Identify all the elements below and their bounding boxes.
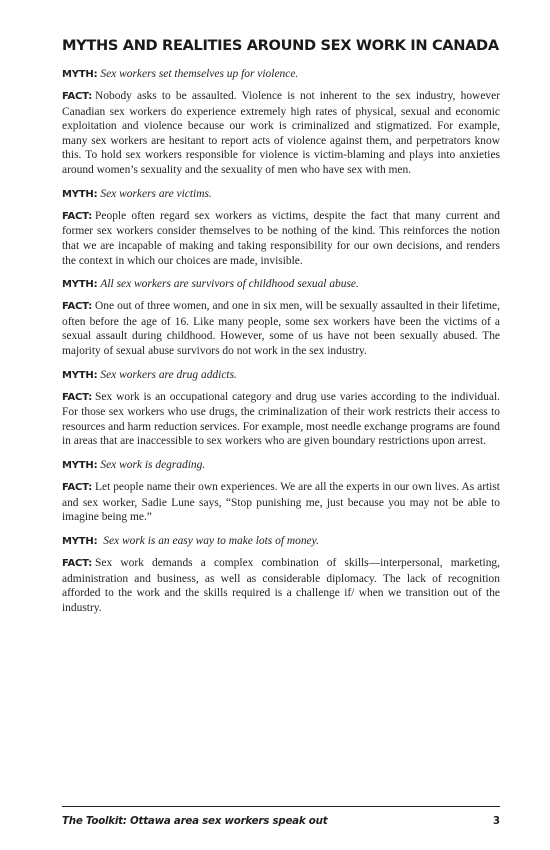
myth-text: Sex work is an easy way to make lots of money. [103, 534, 319, 547]
myth-statement [62, 534, 500, 550]
document-page [62, 36, 500, 624]
myth-text: Sex workers are drug addicts. [100, 368, 237, 381]
fact-text: Nobody asks to be assaulted. Violence is not inherent to the sex industry, however Canadian sex workers do experience extremely high rates of physical, sexual and economic exploitation and violence because our work is criminalized and stigmatized. For example, many sex workers are hesitant to report acts of violence against them, and perpetrators know this. To hold sex workers responsible for violence is victim-blaming and plays into anxieties around women’s sexuality and the sexuality of men who have sex with men. [62, 90, 500, 177]
fact-label: FACT: [62, 91, 93, 103]
myth-fact-entry [62, 458, 500, 525]
myth-statement [62, 277, 500, 293]
myth-label: MYTH: [62, 188, 98, 200]
fact-text: One out of three women, and one in six men, will be sexually assaulted in their lifetime, often before the age of 16. Like many people, some sex workers have been the victims of a sexual assault during childhood. However, some of us have not been sexually abused. The majority of sexual abuse survivors do not work in the sex industry. [62, 300, 500, 357]
myth-label: MYTH: [62, 535, 98, 547]
myth-fact-entry [62, 187, 500, 268]
myth-label: MYTH: [62, 460, 98, 472]
fact-statement [62, 89, 500, 178]
myth-text: All sex workers are survivors of childhood sexual abuse. [100, 278, 359, 291]
myth-fact-entry [62, 534, 500, 615]
footer-divider [62, 806, 500, 807]
fact-statement [62, 299, 500, 358]
fact-label: FACT: [62, 391, 93, 403]
myth-fact-entry [62, 277, 500, 358]
myth-label: MYTH: [62, 369, 98, 381]
fact-statement [62, 390, 500, 449]
fact-label: FACT: [62, 210, 93, 222]
myth-text: Sex workers are victims. [100, 187, 212, 200]
myth-fact-entry [62, 67, 500, 178]
fact-text: Let people name their own experiences. We are all the experts in our own lives. As artist and sex worker, Sadie Lune says, “Stop punishing me, just because you may not be able to imagine being me.” [62, 481, 500, 524]
myth-statement [62, 368, 500, 384]
myth-label: MYTH: [62, 279, 98, 291]
fact-text: People often regard sex workers as victims, despite the fact that many current and former sex workers consider themselves to be nothing of the kind. This reinforces the notion that we are incapable of making and taking responsibility for our own decisions, and renders the context in which our choices are made, invisible. [62, 209, 500, 267]
page-number: 3 [492, 815, 500, 827]
fact-label: FACT: [62, 558, 93, 570]
myth-text: Sex work is degrading. [100, 459, 206, 472]
fact-text: Sex work demands a complex combination of skills—interpersonal, marketing, administration and business, as well as considerable diplomacy. The lack of recognition afforded to the work and the skills required is a challenge if/ when we transition out of the industry. [62, 557, 500, 614]
document-title: MYTHS AND REALITIES AROUND SEX WORK IN CANADA [62, 37, 499, 54]
footer-title: The Toolkit: Ottawa area sex workers speak out [62, 815, 328, 827]
fact-statement [62, 556, 500, 615]
fact-statement [62, 480, 500, 525]
fact-label: FACT: [62, 482, 93, 494]
myth-text: Sex workers set themselves up for violence. [100, 68, 299, 80]
myth-statement [62, 458, 500, 474]
myth-statement [62, 187, 500, 203]
fact-text: Sex work is an occupational category and drug use varies according to the individual. For those sex workers who use drugs, the criminalization of their work restricts their access to resources and harm reduction services. For example, most needle exchange programs are found in areas that are inaccessible to sex workers who are given boundary restrictions upon arrest. [62, 390, 500, 448]
myth-label: MYTH: [62, 69, 98, 80]
myth-statement [62, 67, 500, 83]
myth-fact-entry [62, 368, 500, 449]
fact-label: FACT: [62, 301, 93, 313]
fact-statement [62, 209, 500, 268]
